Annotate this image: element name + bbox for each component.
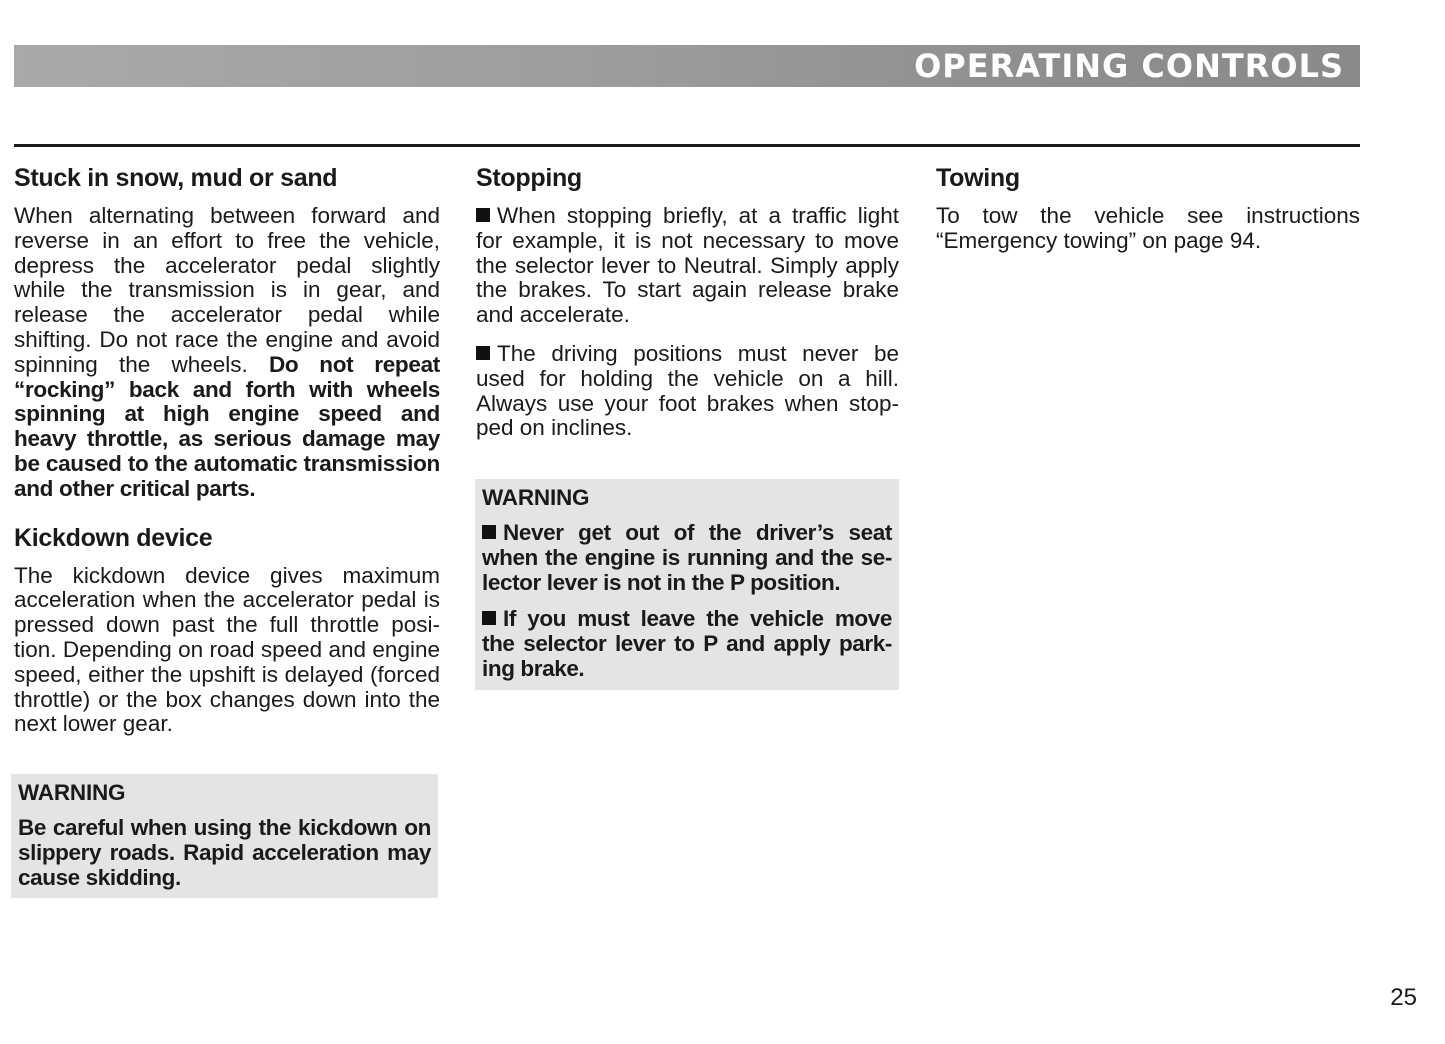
bullet-icon bbox=[482, 525, 496, 539]
bullet-icon bbox=[482, 611, 496, 625]
heading-towing: Towing bbox=[936, 164, 1020, 192]
warning-title: WARNING bbox=[18, 780, 126, 805]
stopping-item bbox=[476, 204, 899, 328]
heading-stuck: Stuck in snow, mud or sand bbox=[14, 164, 338, 192]
column-left bbox=[14, 162, 440, 751]
header-rule bbox=[14, 144, 1360, 147]
paragraph-kickdown: The kickdown device gives maximum acceleration when the accelerator pedal is pressed down past the full throttle posi-tion. Depending on road speed and engine speed, either the upshift is delayed (forced throttle) or the box changes down into the next lower gear. bbox=[14, 562, 440, 737]
heading-stopping: Stopping bbox=[476, 164, 582, 192]
paragraph-stuck-bold: Do not repeat “rocking” back and forth with wheels spinning at high engine speed and heavy throttle, as serious damage may be caused to the automatic transmission and other critical parts. bbox=[14, 351, 440, 501]
warning-title: WARNING bbox=[482, 485, 590, 510]
stopping-item bbox=[476, 342, 899, 441]
section-title: OPERATING CONTROLS bbox=[914, 47, 1344, 85]
warning-item-text: If you must leave the vehicle move the selector lever to P and apply park-ing brake. bbox=[482, 606, 892, 681]
warning-text: Be careful when using the kickdown on slippery roads. Rapid acceleration may cause skidding. bbox=[18, 815, 431, 890]
column-right bbox=[936, 162, 1360, 268]
paragraph-stuck-text: When alternating between forward and reverse in an effort to free the vehicle, depress the accelerator pedal slightly while the transmission is in gear, and release the accelerator pedal while shifting. Do not race the engine and avoid spinning the wheels. bbox=[14, 203, 440, 377]
stopping-item-text: When stopping briefly, at a traffic light for example, it is not necessary to move the selector lever to Neutral. Simply apply the brakes. To start again release brake and accelerate. bbox=[476, 203, 899, 328]
warning-item bbox=[482, 521, 892, 595]
stopping-item-text: The driving positions must never be used for holding the vehicle on a hill. Always use your foot brakes when stop-ped on inclines. bbox=[476, 340, 899, 441]
page-number: 25 bbox=[1390, 984, 1417, 1011]
bullet-icon bbox=[476, 208, 490, 222]
stopping-warning-box bbox=[475, 479, 899, 690]
paragraph-towing: To tow the vehicle see instructions “Emergency towing” on page 94. bbox=[936, 203, 1360, 253]
heading-kickdown: Kickdown device bbox=[14, 523, 213, 552]
bullet-icon bbox=[476, 346, 490, 360]
warning-item-text: Never get out of the driver’s seat when the engine is running and the se-lector lever is not in the P position. bbox=[482, 520, 892, 595]
warning-item bbox=[482, 607, 892, 681]
paragraph-stuck bbox=[14, 204, 440, 502]
column-middle bbox=[476, 162, 899, 455]
section-header-band bbox=[14, 45, 1360, 87]
kickdown-warning-box bbox=[11, 774, 438, 898]
